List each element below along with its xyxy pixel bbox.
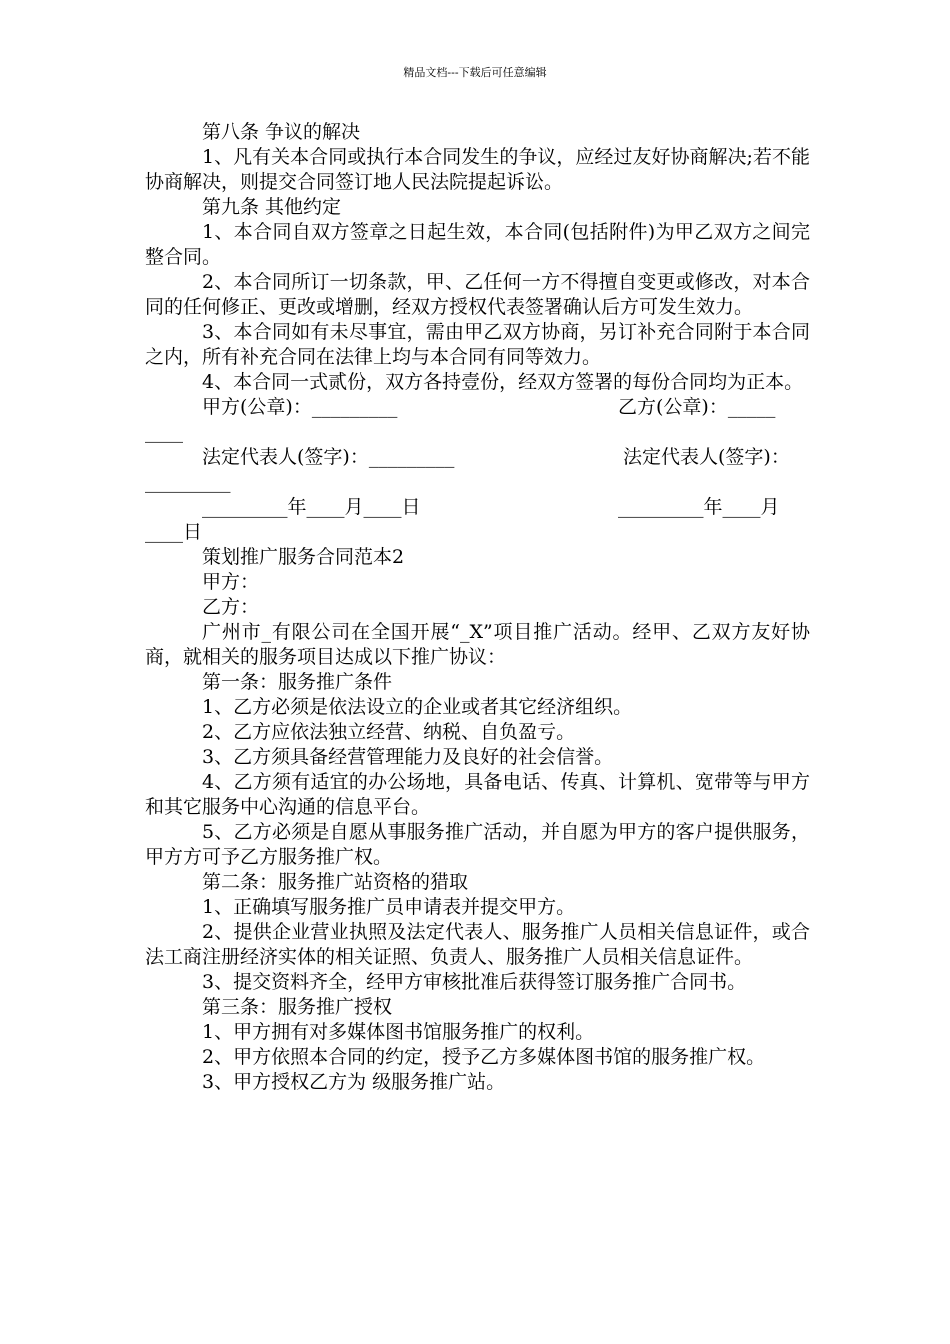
party-b-seal: 乙方(公章)：_____ bbox=[618, 396, 776, 418]
party-b-date-continued: ____日 bbox=[145, 521, 203, 543]
paragraph: 1、乙方必须是依法设立的企业或者其它经济组织。 bbox=[202, 696, 633, 718]
section-heading-9: 第九条 其他约定 bbox=[202, 196, 342, 218]
paragraph: 2、本合同所订一切条款，甲、乙任何一方不得擅自变更或修改，对本合同的任何修正、更改或增删，经双方授权代表签署确认后方可发生效力。 bbox=[145, 271, 810, 318]
party-b-representative: 法定代表人(签字)： bbox=[623, 446, 790, 468]
paragraph: 4、乙方须有适宜的办公场地，具备电话、传真、计算机、宽带等与甲方和其它服务中心沟通的信息平台。 bbox=[145, 771, 810, 818]
section-heading-3: 第三条：服务推广授权 bbox=[202, 996, 393, 1018]
paragraph: 3、乙方须具备经营管理能力及良好的社会信誉。 bbox=[202, 746, 614, 768]
document-title: 策划推广服务合同范本2 bbox=[202, 546, 405, 568]
signature-row-date bbox=[145, 495, 810, 545]
paragraph: 广州市_有限公司在全国开展“_X”项目推广活动。经甲、乙双方友好协商，就相关的服务项目达成以下推广协议： bbox=[145, 621, 810, 668]
party-b-seal-continued: ____ bbox=[145, 421, 183, 443]
party-b-date: _________年____月 bbox=[618, 496, 780, 518]
section-heading-8: 第八条 争议的解决 bbox=[202, 121, 361, 143]
paragraph: 1、甲方拥有对多媒体图书馆服务推广的权利。 bbox=[202, 1021, 595, 1043]
paragraph: 2、提供企业营业执照及法定代表人、服务推广人员相关信息证件，或合法工商注册经济实体的相关证照、负责人、服务推广人员相关信息证件。 bbox=[145, 921, 810, 968]
party-a-date: _________年____月____日 bbox=[202, 496, 421, 518]
paragraph: 1、正确填写服务推广员申请表并提交甲方。 bbox=[202, 896, 576, 918]
party-b-label: 乙方： bbox=[202, 596, 260, 618]
paragraph: 2、乙方应依法独立经营、纳税、自负盈亏。 bbox=[202, 721, 576, 743]
signature-row-seal bbox=[145, 395, 810, 445]
section-heading-2: 第二条：服务推广站资格的猎取 bbox=[202, 871, 469, 893]
paragraph: 5、乙方必须是自愿从事服务推广活动，并自愿为甲方的客户提供服务，甲方方可予乙方服务推广权。 bbox=[145, 821, 810, 868]
signature-row-representative bbox=[145, 445, 810, 495]
party-b-representative-continued: _________ bbox=[145, 471, 231, 493]
paragraph: 3、提交资料齐全，经甲方审核批准后获得签订服务推广合同书。 bbox=[202, 971, 747, 993]
paragraph: 1、凡有关本合同或执行本合同发生的争议，应经过友好协商解决;若不能协商解决，则提交合同签订地人民法院提起诉讼。 bbox=[145, 146, 810, 193]
document-body bbox=[145, 120, 810, 1095]
paragraph: 4、本合同一式贰份，双方各持壹份，经双方签署的每份合同均为正本。 bbox=[202, 371, 804, 393]
paragraph: 1、本合同自双方签章之日起生效，本合同(包括附件)为甲乙双方之间完整合同。 bbox=[145, 221, 810, 268]
paragraph: 3、甲方授权乙方为 级服务推广站。 bbox=[202, 1071, 506, 1093]
party-a-representative: 法定代表人(签字)：_________ bbox=[202, 446, 455, 468]
paragraph: 2、甲方依照本合同的约定，授予乙方多媒体图书馆的服务推广权。 bbox=[202, 1046, 766, 1068]
party-a-label: 甲方： bbox=[202, 571, 260, 593]
paragraph: 3、本合同如有未尽事宜，需由甲乙双方协商，另订补充合同附于本合同之内，所有补充合同在法律上均与本合同有同等效力。 bbox=[145, 321, 810, 368]
page-header: 精品文档---下载后可任意编辑 bbox=[403, 66, 547, 79]
party-a-seal: 甲方(公章)：_________ bbox=[202, 396, 398, 418]
section-heading-1: 第一条：服务推广条件 bbox=[202, 671, 393, 693]
